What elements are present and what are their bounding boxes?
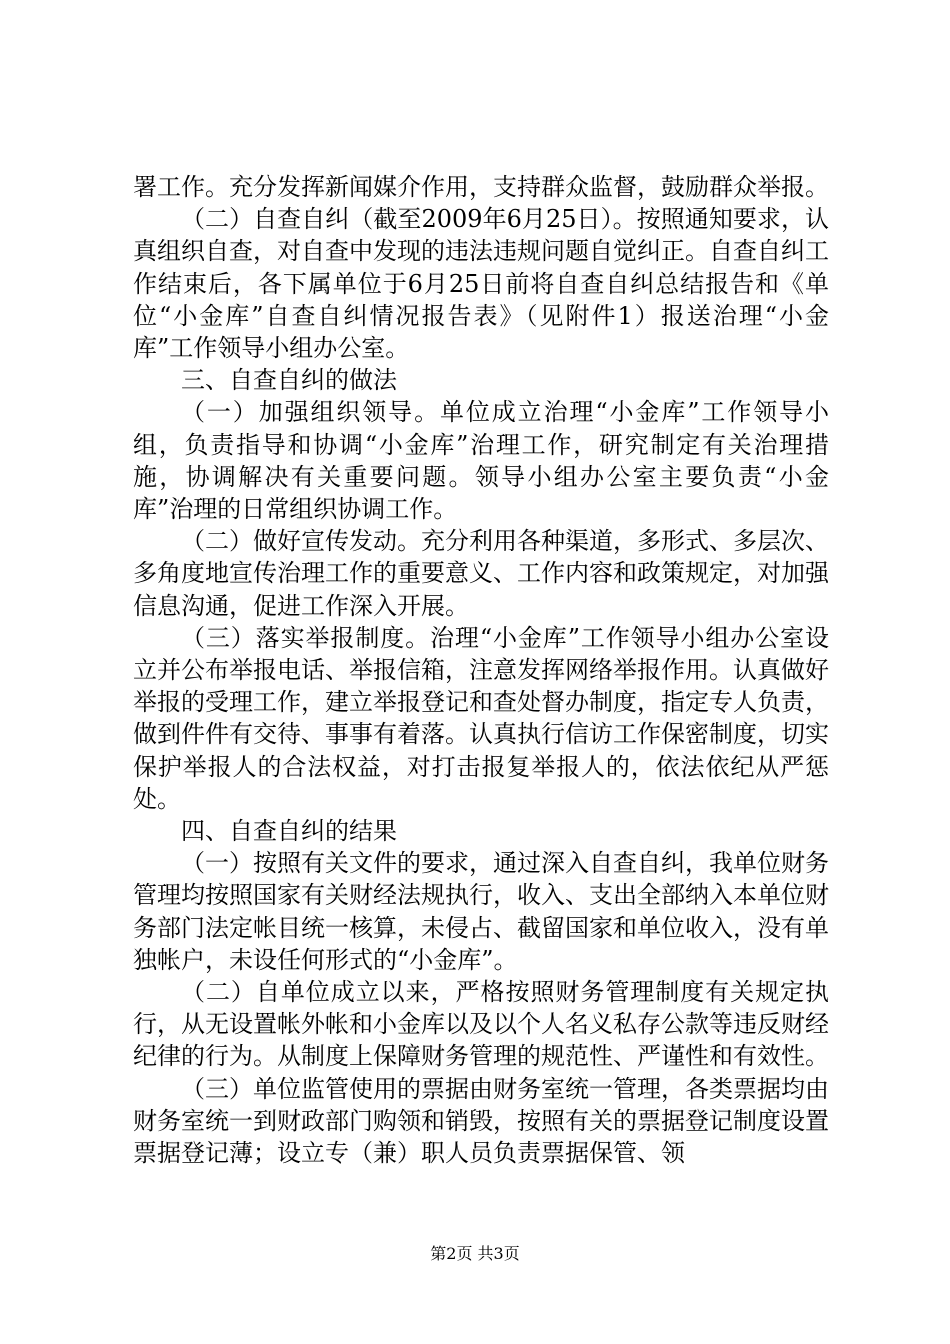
paragraph-2: （二）自查自纠（截至2009年6月25日）。按照通知要求，认真组织自查，对自查中发现的违法违规问题自觉纠正。自查自纠工作结束后，各下属单位于6月25日前将自查自纠总结报告和《单位“小金库”自查自纠情况报告表》（见附件1）报送治理“小金库”工作领导小组办公室。 [133, 205, 829, 363]
document-body [133, 171, 829, 1169]
paragraph-9: （二）自单位成立以来，严格按照财务管理制度有关规定执行，从无设置帐外帐和小金库以及以个人名义私存公款等违反财经纪律的行为。从制度上保障财务管理的规范性、严谨性和有效性。 [133, 978, 829, 1071]
section-heading-3: 三、自查自纠的做法 [181, 366, 397, 395]
paragraph-4: （一）加强组织领导。单位成立治理“小金库”工作领导小组，负责指导和协调“小金库”治理工作，研究制定有关治理措施，协调解决有关重要问题。领导小组办公室主要负责“小金库”治理的日常组织协调工作。 [133, 398, 829, 524]
page-footer: 第2页 共3页 [430, 1244, 520, 1263]
paragraph-6: （三）落实举报制度。治理“小金库”工作领导小组办公室设立并公布举报电话、举报信箱，注意发挥网络举报作用。认真做好举报的受理工作，建立举报登记和查处督办制度，指定专人负责，做到件件有交待、事事有着落。认真执行信访工作保密制度，切实保护举报人的合法权益，对打击报复举报人的，依法依纪从严惩处。 [133, 623, 829, 813]
paragraph-5: （二）做好宣传发动。充分利用各种渠道，多形式、多层次、多角度地宣传治理工作的重要意义、工作内容和政策规定，对加强信息沟通，促进工作深入开展。 [133, 527, 829, 620]
paragraph-10: （三）单位监管使用的票据由财务室统一管理，各类票据均由财务室统一到财政部门购领和销毁，按照有关的票据登记制度设置票据登记薄；设立专（兼）职人员负责票据保管、领 [133, 1074, 829, 1168]
paragraph-1: 署工作。充分发挥新闻媒介作用，支持群众监督，鼓励群众举报。 [133, 173, 829, 201]
section-heading-4: 四、自查自纠的结果 [181, 817, 397, 846]
paragraph-8: （一）按照有关文件的要求，通过深入自查自纠，我单位财务管理均按照国家有关财经法规执行，收入、支出全部纳入本单位财务部门法定帐目统一核算，未侵占、截留国家和单位收入，没有单独帐户，未设任何形式的“小金库”。 [133, 849, 829, 974]
